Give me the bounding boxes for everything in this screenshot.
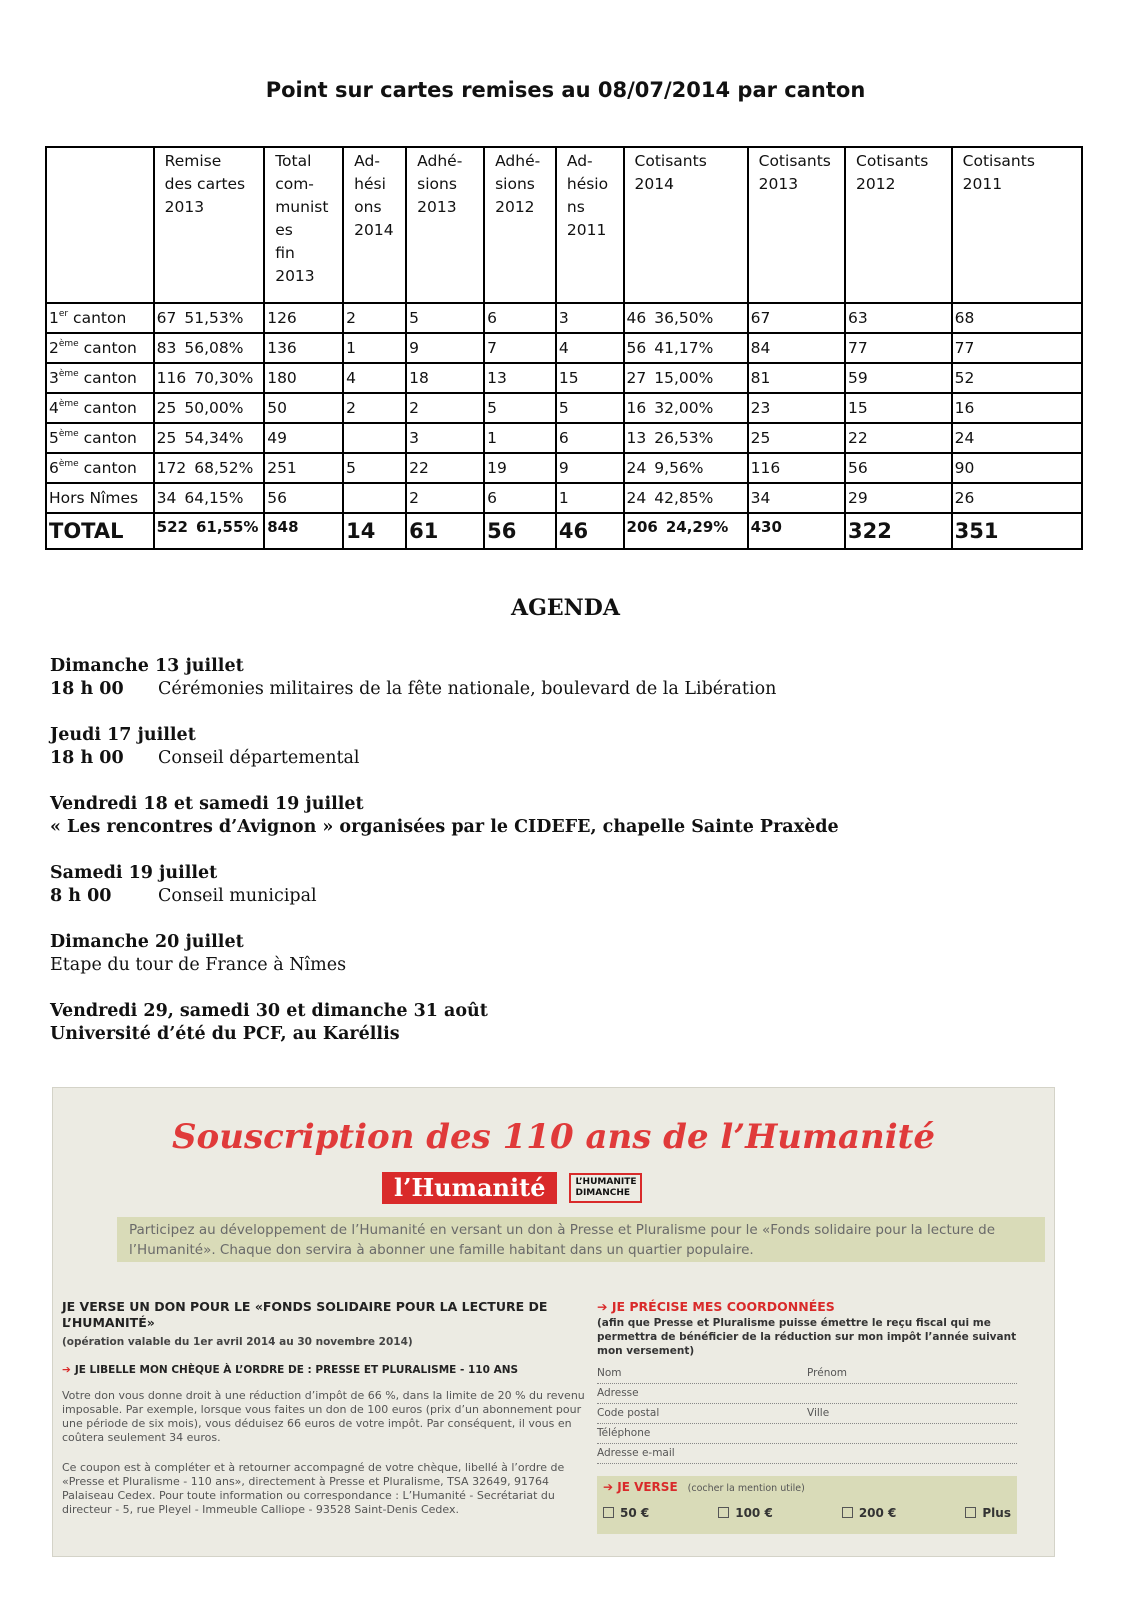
adhesions-2012-cell: 6 bbox=[484, 303, 556, 333]
header-line: Cotisants bbox=[962, 152, 1035, 170]
cotisants-2014-cell bbox=[624, 423, 748, 453]
cotisants-2014-cell-percent: 41,17% bbox=[654, 339, 714, 357]
remise-cell-count: 25 bbox=[156, 429, 177, 447]
amount-label-50: 50 € bbox=[620, 1506, 650, 1520]
total-cell: 251 bbox=[264, 453, 343, 483]
cotisants-2012-cell: 59 bbox=[845, 363, 952, 393]
adhesions-2014-cell bbox=[343, 423, 406, 453]
cotisants-2014-cell-count: 206 bbox=[626, 518, 658, 536]
adhesions-2012-cell: 19 bbox=[484, 453, 556, 483]
header-line: 2014 bbox=[354, 221, 394, 239]
event-line bbox=[50, 954, 1050, 977]
table-body bbox=[46, 303, 1082, 549]
remise-cell-percent: 70,30% bbox=[194, 369, 254, 387]
table-row bbox=[46, 453, 1082, 483]
adhesions-2013-cell: 5 bbox=[406, 303, 484, 333]
remise-cell bbox=[154, 303, 265, 333]
row-label bbox=[46, 393, 154, 423]
cotisants-2014-cell-percent: 15,00% bbox=[654, 369, 714, 387]
remise-cell-count: 116 bbox=[156, 369, 187, 387]
header-cell bbox=[845, 147, 952, 303]
header-line: ns bbox=[566, 198, 585, 216]
amount-label-100: 100 € bbox=[735, 1506, 773, 1520]
amount-option-100[interactable] bbox=[718, 1506, 773, 1520]
header-line: Cotisants bbox=[758, 152, 831, 170]
remise-cell bbox=[154, 453, 265, 483]
adhesions-2014-cell: 14 bbox=[343, 513, 406, 549]
remise-cell-percent: 56,08% bbox=[184, 339, 244, 357]
total-cell: 136 bbox=[264, 333, 343, 363]
firstname-label: Prénom bbox=[807, 1367, 848, 1379]
header-line: sions bbox=[495, 175, 535, 193]
table-row bbox=[46, 393, 1082, 423]
cards-table bbox=[45, 146, 1083, 550]
logo-small-line1: L’HUMANITE bbox=[575, 1177, 637, 1187]
row-label-part: er bbox=[58, 309, 69, 319]
cotisants-2013-cell: 81 bbox=[748, 363, 845, 393]
remise-cell-count: 172 bbox=[156, 459, 187, 477]
cotisants-2011-cell: 52 bbox=[952, 363, 1082, 393]
logo-small-line2: DIMANCHE bbox=[575, 1188, 631, 1198]
row-label-part: canton bbox=[78, 339, 137, 357]
remise-cell-percent: 68,52% bbox=[194, 459, 254, 477]
header-line: 2013 bbox=[164, 198, 205, 216]
row-label bbox=[46, 363, 154, 393]
event-date: Vendredi 29, samedi 30 et dimanche 31 août bbox=[50, 1001, 488, 1021]
contact-heading: ➔ JE PRÉCISE MES COORDONNÉES bbox=[597, 1299, 835, 1314]
address-label: Adresse bbox=[597, 1387, 639, 1399]
row-label-part: canton bbox=[78, 369, 137, 387]
row-label-part: ème bbox=[58, 459, 79, 469]
adhesions-2012-cell: 6 bbox=[484, 483, 556, 513]
agenda-event bbox=[50, 655, 1050, 701]
event-line bbox=[50, 816, 1050, 839]
adhesions-2012-cell: 1 bbox=[484, 423, 556, 453]
event-line bbox=[50, 1023, 1050, 1046]
agenda-event bbox=[50, 724, 1050, 770]
adhesions-2013-cell: 22 bbox=[406, 453, 484, 483]
header-line: 2011 bbox=[962, 175, 1003, 193]
verse-hint: (cocher la mention utile) bbox=[687, 1483, 805, 1494]
amount-box bbox=[597, 1476, 1017, 1534]
header-line: 2013 bbox=[275, 267, 315, 285]
header-line: hésio bbox=[566, 175, 609, 193]
contact-note: (afin que Presse et Pluralisme puisse émettre le reçu fiscal qui me permettra de bénéficier de la réduction sur mon impôt l’année suivant mon versement) bbox=[597, 1317, 1017, 1357]
header-line: sions bbox=[417, 175, 457, 193]
amount-options bbox=[603, 1506, 1011, 1520]
header-line: 2011 bbox=[566, 221, 607, 239]
header-line: fin bbox=[275, 244, 295, 262]
cotisants-2014-cell-percent: 42,85% bbox=[654, 489, 714, 507]
city-label: Ville bbox=[807, 1407, 830, 1419]
subscription-ad bbox=[52, 1087, 1055, 1557]
donation-heading: JE VERSE UN DON POUR LE «FONDS SOLIDAIRE POUR LA LECTURE DE L’HUMANITÉ» bbox=[62, 1299, 548, 1330]
remise-cell-percent: 50,00% bbox=[184, 399, 244, 417]
adhesions-2014-cell: 5 bbox=[343, 453, 406, 483]
cotisants-2014-cell-percent: 26,53% bbox=[654, 429, 714, 447]
address-field[interactable] bbox=[597, 1384, 1017, 1404]
header-cell bbox=[343, 147, 406, 303]
humanite-logo: l’Humanité bbox=[382, 1172, 557, 1204]
cotisants-2011-cell: 90 bbox=[952, 453, 1082, 483]
event-text: « Les rencontres d’Avignon » organisées par le CIDEFE, chapelle Sainte Praxède bbox=[50, 817, 839, 837]
header-line: Cotisants bbox=[856, 152, 929, 170]
header-line: Adhé- bbox=[495, 152, 541, 170]
event-text: Conseil municipal bbox=[158, 886, 317, 906]
humanite-dimanche-logo bbox=[569, 1173, 642, 1203]
table-total-row bbox=[46, 513, 1082, 549]
verse-heading: ➔ JE VERSE (cocher la mention utile) bbox=[603, 1480, 805, 1494]
cotisants-2012-cell: 63 bbox=[845, 303, 952, 333]
table-row bbox=[46, 333, 1082, 363]
cotisants-2013-cell: 34 bbox=[748, 483, 845, 513]
header-line: Total bbox=[275, 152, 312, 170]
row-label bbox=[46, 483, 154, 513]
row-label-part: ème bbox=[58, 369, 79, 379]
checkbox-icon bbox=[718, 1507, 729, 1518]
cotisants-2012-cell: 29 bbox=[845, 483, 952, 513]
header-cell bbox=[154, 147, 265, 303]
ad-intro-band: Participez au développement de l’Humanité en versant un don à Presse et Pluralisme pour le «Fonds solidaire pour la lecture de l’Humanité». Chaque don servira à abonner une famille habitant dans un quartier populaire. bbox=[117, 1217, 1045, 1262]
cotisants-2012-cell: 15 bbox=[845, 393, 952, 423]
adhesions-2012-cell: 13 bbox=[484, 363, 556, 393]
adhesions-2011-cell: 46 bbox=[556, 513, 624, 549]
remise-cell-percent: 61,55% bbox=[195, 518, 259, 536]
cotisants-2011-cell: 24 bbox=[952, 423, 1082, 453]
verse-heading-text: JE VERSE bbox=[617, 1480, 678, 1494]
row-label-part: 6 bbox=[49, 459, 59, 477]
event-date: Vendredi 18 et samedi 19 juillet bbox=[50, 794, 364, 814]
adhesions-2011-cell: 15 bbox=[556, 363, 624, 393]
amount-label-plus: Plus bbox=[982, 1506, 1011, 1520]
row-label-part: canton bbox=[68, 309, 127, 327]
remise-cell-percent: 54,34% bbox=[184, 429, 244, 447]
total-cell: 50 bbox=[264, 393, 343, 423]
cotisants-2014-cell bbox=[624, 363, 748, 393]
adhesions-2013-cell: 9 bbox=[406, 333, 484, 363]
adhesions-2014-cell: 4 bbox=[343, 363, 406, 393]
cotisants-2014-cell bbox=[624, 483, 748, 513]
adhesions-2011-cell: 5 bbox=[556, 393, 624, 423]
adhesions-2012-cell: 5 bbox=[484, 393, 556, 423]
row-label bbox=[46, 453, 154, 483]
header-line: Adhé- bbox=[417, 152, 463, 170]
header-cell bbox=[952, 147, 1082, 303]
table-row bbox=[46, 303, 1082, 333]
remise-cell bbox=[154, 363, 265, 393]
row-label-part: ème bbox=[58, 399, 79, 409]
header-line: es bbox=[275, 221, 293, 239]
cotisants-2011-cell: 351 bbox=[952, 513, 1082, 549]
event-text: Conseil départemental bbox=[158, 748, 360, 768]
row-label-part: 2 bbox=[49, 339, 59, 357]
adhesions-2013-cell: 2 bbox=[406, 483, 484, 513]
adhesions-2013-cell: 18 bbox=[406, 363, 484, 393]
checkbox-icon bbox=[842, 1507, 853, 1518]
ad-logos bbox=[382, 1172, 642, 1204]
remise-cell bbox=[154, 423, 265, 453]
row-label-part: 5 bbox=[49, 429, 59, 447]
cotisants-2014-cell-count: 13 bbox=[626, 429, 647, 447]
event-line bbox=[50, 747, 1050, 770]
name-label: Nom bbox=[597, 1367, 622, 1379]
adhesions-2011-cell: 6 bbox=[556, 423, 624, 453]
agenda-event bbox=[50, 1000, 1050, 1046]
cotisants-2011-cell: 16 bbox=[952, 393, 1082, 423]
cotisants-2011-cell: 68 bbox=[952, 303, 1082, 333]
row-label-part: 4 bbox=[49, 399, 59, 417]
remise-cell bbox=[154, 393, 265, 423]
donation-period: (opération valable du 1er avril 2014 au 30 novembre 2014) bbox=[62, 1336, 413, 1348]
cotisants-2012-cell: 77 bbox=[845, 333, 952, 363]
adhesions-2014-cell: 1 bbox=[343, 333, 406, 363]
remise-cell bbox=[154, 333, 265, 363]
adhesions-2014-cell: 2 bbox=[343, 393, 406, 423]
total-cell: 848 bbox=[264, 513, 343, 549]
header-cell bbox=[406, 147, 484, 303]
header-line: Ad- bbox=[566, 152, 593, 170]
table-row bbox=[46, 423, 1082, 453]
adhesions-2011-cell: 1 bbox=[556, 483, 624, 513]
cotisants-2014-cell-percent: 9,56% bbox=[654, 459, 704, 477]
remise-cell-count: 34 bbox=[156, 489, 177, 507]
cotisants-2014-cell-percent: 36,50% bbox=[654, 309, 714, 327]
tax-paragraph: Votre don vous donne droit à une réduction d’impôt de 66 %, dans la limite de 20 % du revenu imposable. Par exemple, lorsque vous faites un don de 100 euros (prix d’un abonnement pour une période de six mois), vous déduisez 66 euros de votre impôt. Par conséquent, il vous en coûtera seulement 34 euros. bbox=[62, 1389, 585, 1444]
table-row bbox=[46, 363, 1082, 393]
cotisants-2014-cell-percent: 24,29% bbox=[665, 518, 729, 536]
adhesions-2011-cell: 4 bbox=[556, 333, 624, 363]
adhesions-2012-cell: 7 bbox=[484, 333, 556, 363]
adhesions-2014-cell bbox=[343, 483, 406, 513]
header-line: Ad- bbox=[354, 152, 380, 170]
row-label-part: 1 bbox=[49, 309, 59, 327]
phone-label: Téléphone bbox=[597, 1427, 651, 1439]
amount-option-plus[interactable] bbox=[965, 1506, 1011, 1520]
ad-donation-column bbox=[62, 1299, 592, 1533]
agenda-event bbox=[50, 793, 1050, 839]
header-line: 2012 bbox=[856, 175, 896, 193]
ad-title: Souscription des 110 ans de l’Humanité bbox=[172, 1117, 935, 1157]
header-line: Remise bbox=[164, 152, 222, 170]
cotisants-2013-cell: 84 bbox=[748, 333, 845, 363]
cotisants-2012-cell: 322 bbox=[845, 513, 952, 549]
remise-cell-count: 67 bbox=[156, 309, 177, 327]
agenda-event bbox=[50, 931, 1050, 977]
header-line: Cotisants bbox=[634, 152, 707, 170]
header-cell bbox=[624, 147, 748, 303]
remise-cell-percent: 64,15% bbox=[184, 489, 244, 507]
adhesions-2013-cell: 3 bbox=[406, 423, 484, 453]
remise-cell-count: 25 bbox=[156, 399, 177, 417]
header-line: hési bbox=[354, 175, 386, 193]
row-label-part: canton bbox=[78, 429, 137, 447]
ad-contact-form bbox=[597, 1299, 1017, 1534]
cotisants-2014-cell bbox=[624, 333, 748, 363]
event-date: Dimanche 20 juillet bbox=[50, 932, 244, 952]
page-title: Point sur cartes remises au 08/07/2014 par canton bbox=[265, 78, 866, 102]
cotisants-2014-cell-count: 46 bbox=[626, 309, 647, 327]
cotisants-2013-cell: 23 bbox=[748, 393, 845, 423]
agenda-list bbox=[50, 655, 1050, 1069]
total-cell: 180 bbox=[264, 363, 343, 393]
postcode-label: Code postal bbox=[597, 1407, 660, 1419]
cotisants-2012-cell: 56 bbox=[845, 453, 952, 483]
header-cell bbox=[748, 147, 845, 303]
event-date: Samedi 19 juillet bbox=[50, 863, 218, 883]
row-label bbox=[46, 333, 154, 363]
email-label: Adresse e-mail bbox=[597, 1447, 675, 1459]
row-label-part: canton bbox=[78, 459, 137, 477]
cotisants-2014-cell bbox=[624, 513, 748, 549]
header-line: des cartes bbox=[164, 175, 246, 193]
adhesions-2014-cell: 2 bbox=[343, 303, 406, 333]
email-field[interactable] bbox=[597, 1444, 1017, 1464]
cotisants-2014-cell bbox=[624, 303, 748, 333]
phone-field[interactable] bbox=[597, 1424, 1017, 1444]
table-header-row bbox=[46, 147, 1082, 303]
adhesions-2013-cell: 2 bbox=[406, 393, 484, 423]
cotisants-2014-cell-count: 24 bbox=[626, 489, 647, 507]
agenda-heading: AGENDA bbox=[511, 595, 620, 621]
remise-cell-count: 83 bbox=[156, 339, 177, 357]
row-label bbox=[46, 423, 154, 453]
cotisants-2014-cell-count: 56 bbox=[626, 339, 647, 357]
cotisants-2013-cell: 430 bbox=[748, 513, 845, 549]
cotisants-2014-cell-count: 16 bbox=[626, 399, 647, 417]
header-line: munist bbox=[275, 198, 329, 216]
remise-cell bbox=[154, 513, 265, 549]
table-row bbox=[46, 483, 1082, 513]
cotisants-2013-cell: 25 bbox=[748, 423, 845, 453]
event-date: Jeudi 17 juillet bbox=[50, 725, 196, 745]
event-text: Etape du tour de France à Nîmes bbox=[50, 955, 347, 975]
header-cell bbox=[264, 147, 343, 303]
cotisants-2012-cell: 22 bbox=[845, 423, 952, 453]
amount-option-50[interactable] bbox=[603, 1506, 649, 1520]
event-line bbox=[50, 678, 1050, 701]
header-cell bbox=[46, 147, 154, 303]
event-time: 8 h 00 bbox=[50, 886, 112, 906]
contact-heading-text: JE PRÉCISE MES COORDONNÉES bbox=[611, 1299, 835, 1314]
header-cell bbox=[484, 147, 556, 303]
header-line: com- bbox=[275, 175, 314, 193]
amount-label-200: 200 € bbox=[858, 1506, 897, 1520]
event-text: Université d’été du PCF, au Karéllis bbox=[50, 1024, 400, 1044]
header-line: 2013 bbox=[417, 198, 457, 216]
row-label-part: 3 bbox=[49, 369, 59, 387]
cotisants-2013-cell: 67 bbox=[748, 303, 845, 333]
total-cell: 49 bbox=[264, 423, 343, 453]
row-label-part: ème bbox=[58, 339, 79, 349]
checkbox-icon bbox=[603, 1507, 614, 1518]
amount-option-200[interactable] bbox=[842, 1506, 897, 1520]
row-label-part: ème bbox=[58, 429, 79, 439]
total-cell: 126 bbox=[264, 303, 343, 333]
arrow-icon: ➔ bbox=[62, 1364, 71, 1376]
cotisants-2014-cell bbox=[624, 453, 748, 483]
remise-cell-percent: 51,53% bbox=[184, 309, 244, 327]
checkbox-icon bbox=[965, 1507, 976, 1518]
event-time: 18 h 00 bbox=[50, 748, 124, 768]
cotisants-2014-cell-count: 24 bbox=[626, 459, 647, 477]
cotisants-2014-cell-count: 27 bbox=[626, 369, 647, 387]
row-label bbox=[46, 303, 154, 333]
coupon-paragraph: Ce coupon est à compléter et à retourner accompagné de votre chèque, libellé à l’ordre de «Presse et Pluralisme - 110 ans», directement à Presse et Pluralisme, TSA 32649, 91764 Palaiseau Cedex. Pour toute information ou correspondance : L’Humanité - Secrétariat du directeur - 5, rue Pleyel - Immeuble Calliope - 93528 Saint-Denis Cedex. bbox=[62, 1461, 565, 1516]
adhesions-2011-cell: 9 bbox=[556, 453, 624, 483]
header-cell bbox=[556, 147, 624, 303]
total-cell: 56 bbox=[264, 483, 343, 513]
header-line: ons bbox=[354, 198, 382, 216]
event-date: Dimanche 13 juillet bbox=[50, 656, 244, 676]
row-label-part: Hors Nîmes bbox=[49, 489, 139, 507]
remise-cell-count: 522 bbox=[156, 518, 188, 536]
cotisants-2011-cell: 77 bbox=[952, 333, 1082, 363]
remise-cell bbox=[154, 483, 265, 513]
header-line: 2014 bbox=[634, 175, 674, 193]
cheque-order bbox=[62, 1363, 592, 1377]
header-line: 2012 bbox=[495, 198, 535, 216]
row-label-part: canton bbox=[78, 399, 137, 417]
cheque-order-text: JE LIBELLE MON CHÈQUE À L’ORDRE DE : PRESSE ET PLURALISME - 110 ANS bbox=[74, 1364, 519, 1376]
cotisants-2013-cell: 116 bbox=[748, 453, 845, 483]
cotisants-2014-cell-percent: 32,00% bbox=[654, 399, 714, 417]
adhesions-2012-cell: 56 bbox=[484, 513, 556, 549]
event-time: 18 h 00 bbox=[50, 679, 124, 699]
adhesions-2011-cell: 3 bbox=[556, 303, 624, 333]
cotisants-2014-cell bbox=[624, 393, 748, 423]
adhesions-2013-cell: 61 bbox=[406, 513, 484, 549]
event-text: Cérémonies militaires de la fête nationale, boulevard de la Libération bbox=[158, 679, 777, 699]
cotisants-2011-cell: 26 bbox=[952, 483, 1082, 513]
total-label: TOTAL bbox=[46, 513, 154, 549]
header-line: 2013 bbox=[758, 175, 799, 193]
agenda-event bbox=[50, 862, 1050, 908]
postcode-city-field[interactable] bbox=[597, 1404, 1017, 1424]
event-line bbox=[50, 885, 1050, 908]
name-field[interactable] bbox=[597, 1364, 1017, 1384]
